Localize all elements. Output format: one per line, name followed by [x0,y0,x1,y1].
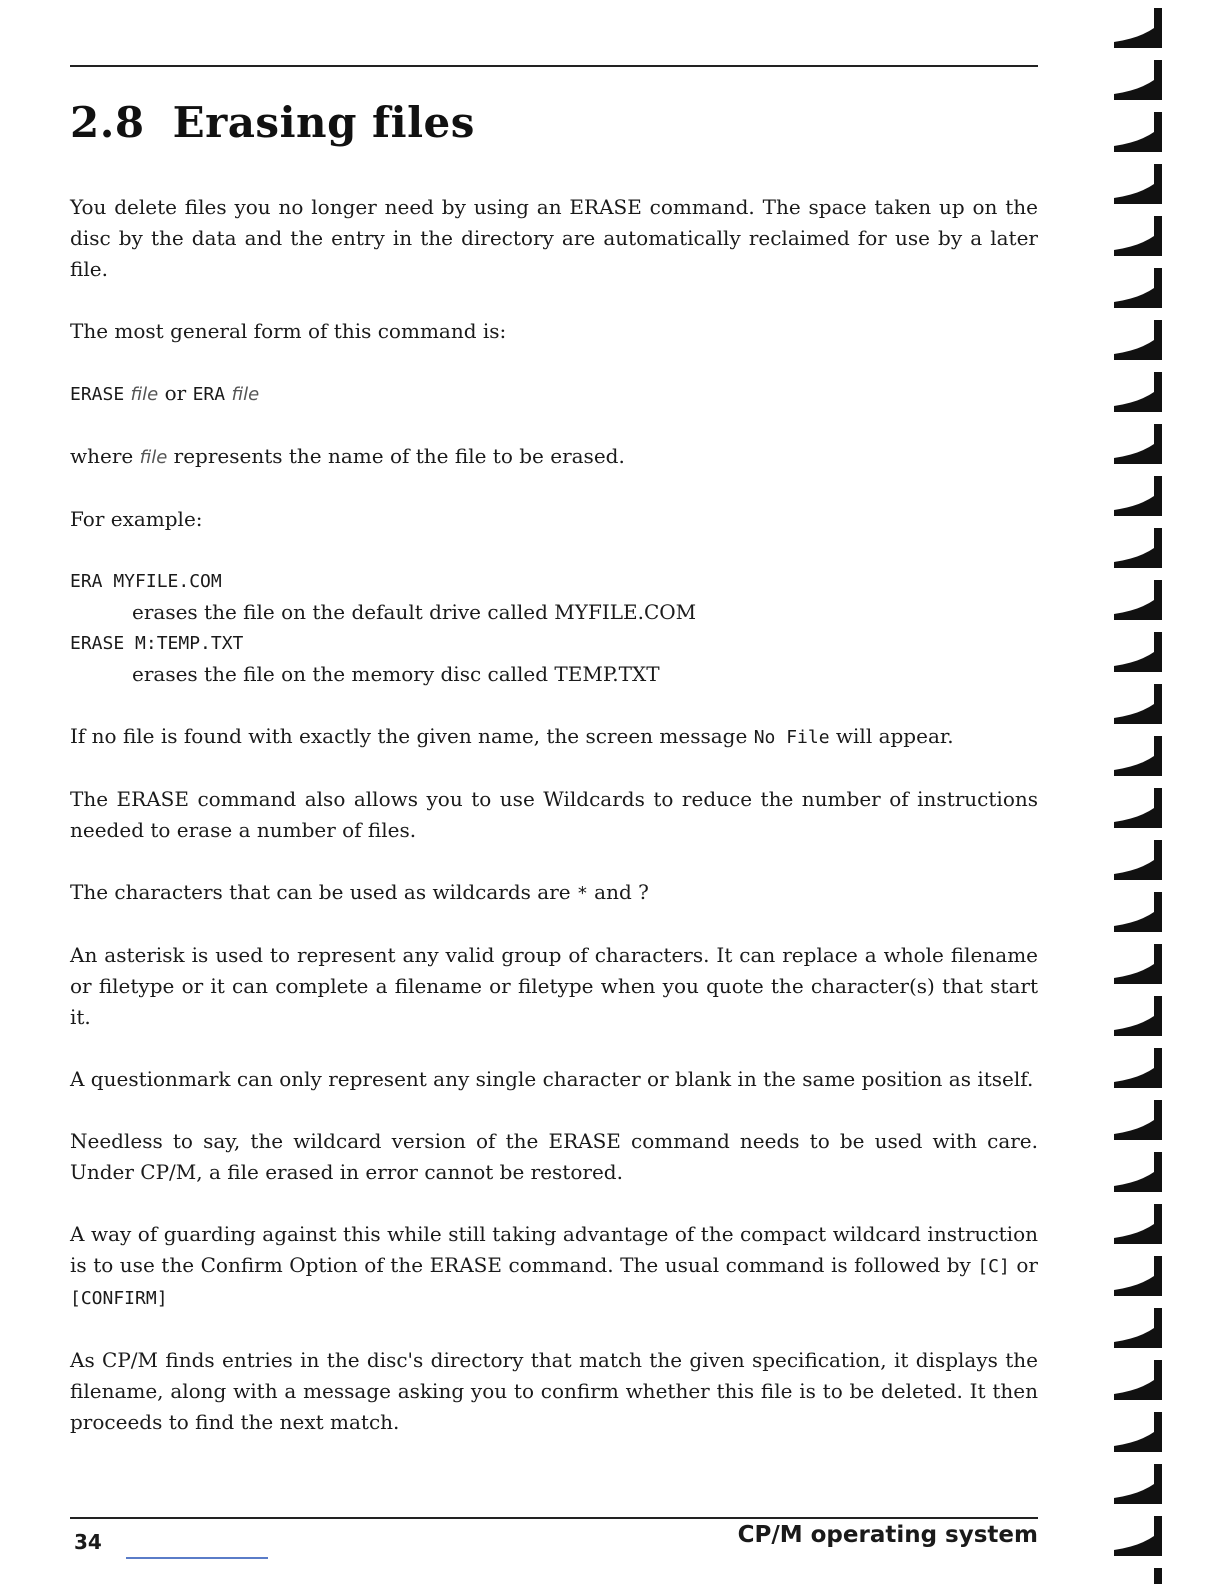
binding-ring [1114,1516,1162,1556]
binding-ring [1114,60,1162,100]
top-rule [70,65,1038,67]
binding-ring [1114,1256,1162,1296]
no-file-message: No File [753,727,830,748]
example-command: ERA MYFILE.COM [70,571,222,592]
binding-ring [1114,736,1162,776]
syntax-arg-file-2: file [231,384,260,405]
spiral-binding [1110,0,1174,1584]
section-title: Erasing files [172,98,475,147]
confirm-option-confirm: [CONFIRM] [70,1288,168,1309]
binding-ring [1114,892,1162,932]
where-arg: file [139,447,168,468]
wildcards-paragraph: The ERASE command also allows you to use Wildcards to reduce the number of instructions needed to erase a number of files. [70,787,1038,842]
binding-ring [1114,1568,1162,1584]
where-pre: where [70,444,134,468]
example-command: ERASE M:TEMP.TXT [70,633,244,654]
binding-ring [1114,372,1162,412]
binding-ring [1114,944,1162,984]
binding-ring [1114,684,1162,724]
binding-ring [1114,8,1162,48]
binding-ring [1114,1048,1162,1088]
confirm-pre: A way of guarding against this while still taking advantage of the compact wildcard instruction is to use the Confirm Option of the ERASE command. The usual command is followed by [70,1222,1038,1277]
page-number: 34 [74,1530,102,1554]
where-post: represents the name of the file to be erased. [173,444,625,468]
binding-ring [1114,1308,1162,1348]
binding-ring [1114,320,1162,360]
asterisk-paragraph: An asterisk is used to represent any valid group of characters. It can replace a whole filename or filetype or it can complete a filename or filetype when you quote the character(s) that start it. [70,943,1038,1029]
syntax-arg-file: file [130,384,159,405]
binding-ring [1114,996,1162,1036]
syntax-line [70,378,1038,410]
binding-ring [1114,1152,1162,1192]
binding-ring [1114,840,1162,880]
for-example-paragraph: For example: [70,507,203,531]
binding-ring [1114,112,1162,152]
wildcard-and: and ? [594,880,649,904]
wildcard-chars-pre: The characters that can be used as wildcards are [70,880,571,904]
binding-ring [1114,268,1162,308]
binding-ring [1114,216,1162,256]
no-file-post: will appear. [835,724,954,748]
no-file-pre: If no file is found with exactly the given name, the screen message [70,724,748,748]
example-description: erases the file on the default drive called MYFILE.COM [132,600,697,624]
where-paragraph [70,441,1038,473]
binding-ring [1114,528,1162,568]
confirm-or: or [1016,1253,1038,1277]
confirm-option-c: [C] [977,1256,1010,1277]
confirm-paragraph [70,1219,1038,1314]
binding-ring [1114,580,1162,620]
binding-ring [1114,788,1162,828]
binding-ring [1114,1100,1162,1140]
example-description: erases the file on the memory disc called TEMP.TXT [132,662,660,686]
section-number: 2.8 [70,98,145,147]
questionmark-paragraph: A questionmark can only represent any single character or blank in the same position as itself. [70,1067,1034,1091]
examples-block [70,566,1038,690]
section-heading [70,98,475,147]
general-form-paragraph: The most general form of this command is: [70,319,507,343]
binding-ring [1114,1204,1162,1244]
bottom-rule [70,1517,1038,1519]
wildcard-star: * [576,883,588,904]
running-title: CP/M operating system [737,1522,1038,1548]
care-paragraph: Needless to say, the wildcard version of the ERASE command needs to be used with care. Under CP/M, a file erased in error cannot be restored. [70,1129,1038,1184]
finds-paragraph: As CP/M finds entries in the disc's directory that match the given specification, it displays the filename, along with a message asking you to confirm whether this file is to be deleted. It then proceeds to find the next match. [70,1348,1038,1434]
binding-ring [1114,1412,1162,1452]
syntax-command-era: ERA [192,384,226,405]
binding-ring [1114,1360,1162,1400]
syntax-command-erase: ERASE [70,384,125,405]
binding-ring [1114,476,1162,516]
wildcard-chars-paragraph [70,877,1038,909]
binding-ring [1114,632,1162,672]
footer-mark [126,1557,268,1559]
syntax-or: or [164,381,187,405]
intro-paragraph: You delete files you no longer need by using an ERASE command. The space taken up on the disc by the data and the entry in the directory are automatically reclaimed for use by a later file. [70,195,1038,281]
no-file-paragraph [70,721,1038,753]
binding-ring [1114,1464,1162,1504]
binding-ring [1114,164,1162,204]
page-body [70,192,1038,1469]
binding-ring [1114,424,1162,464]
